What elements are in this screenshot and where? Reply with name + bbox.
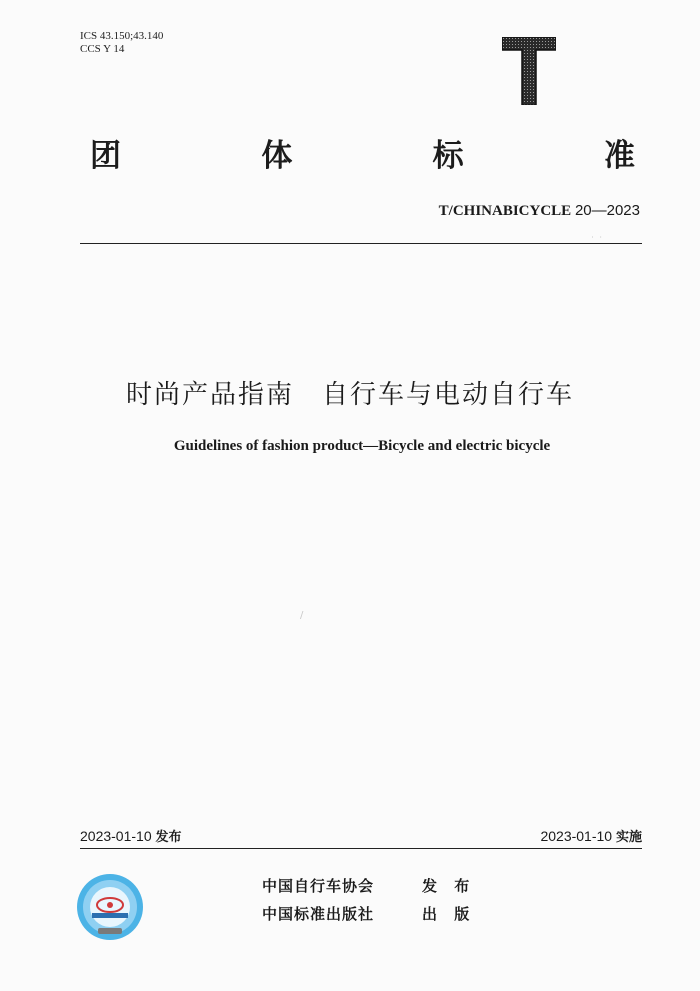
standard-type-heading xyxy=(90,136,635,176)
publisher-block xyxy=(262,872,475,928)
scan-speck: ˙ ˙ xyxy=(590,236,604,247)
top-divider xyxy=(80,243,642,244)
standard-number-prefix: T/CHINABICYCLE xyxy=(438,203,572,219)
publisher-row xyxy=(262,872,475,900)
publisher-org: 中国自行车协会 xyxy=(262,877,375,895)
standard-type-char: 准 xyxy=(603,138,635,174)
standard-type-char: 体 xyxy=(261,138,293,174)
bottom-divider xyxy=(80,848,642,849)
standard-number xyxy=(439,202,640,220)
ics-code: ICS 43.150;43.140 xyxy=(80,30,164,42)
publisher-role: 发 布 xyxy=(422,877,476,895)
publish-date-value: 2023-01-10 xyxy=(80,828,152,844)
scan-speck: / xyxy=(300,610,304,621)
publish-date-label: 发布 xyxy=(155,830,182,845)
publish-date xyxy=(80,826,182,845)
standard-type-char: 团 xyxy=(90,138,121,174)
ccs-code: CCS Y 14 xyxy=(80,43,125,55)
standard-number-value: 20—2023 xyxy=(574,202,640,219)
publisher-org: 中国标准出版社 xyxy=(262,905,375,923)
publisher-row xyxy=(262,900,475,928)
anti-counterfeit-seal-icon xyxy=(76,873,144,941)
implement-date-value: 2023-01-10 xyxy=(540,828,613,844)
standard-type-char: 标 xyxy=(432,138,464,174)
implement-date xyxy=(540,826,642,845)
document-title-cn: 时尚产品指南 自行车与电动自行车 xyxy=(125,380,574,410)
classification-codes xyxy=(80,30,163,56)
standard-type-letter-icon xyxy=(502,37,556,105)
publisher-role: 出 版 xyxy=(422,905,476,923)
implement-date-label: 实施 xyxy=(615,830,642,845)
document-title-en: Guidelines of fashion product—Bicycle and electric bicycle xyxy=(173,438,551,454)
